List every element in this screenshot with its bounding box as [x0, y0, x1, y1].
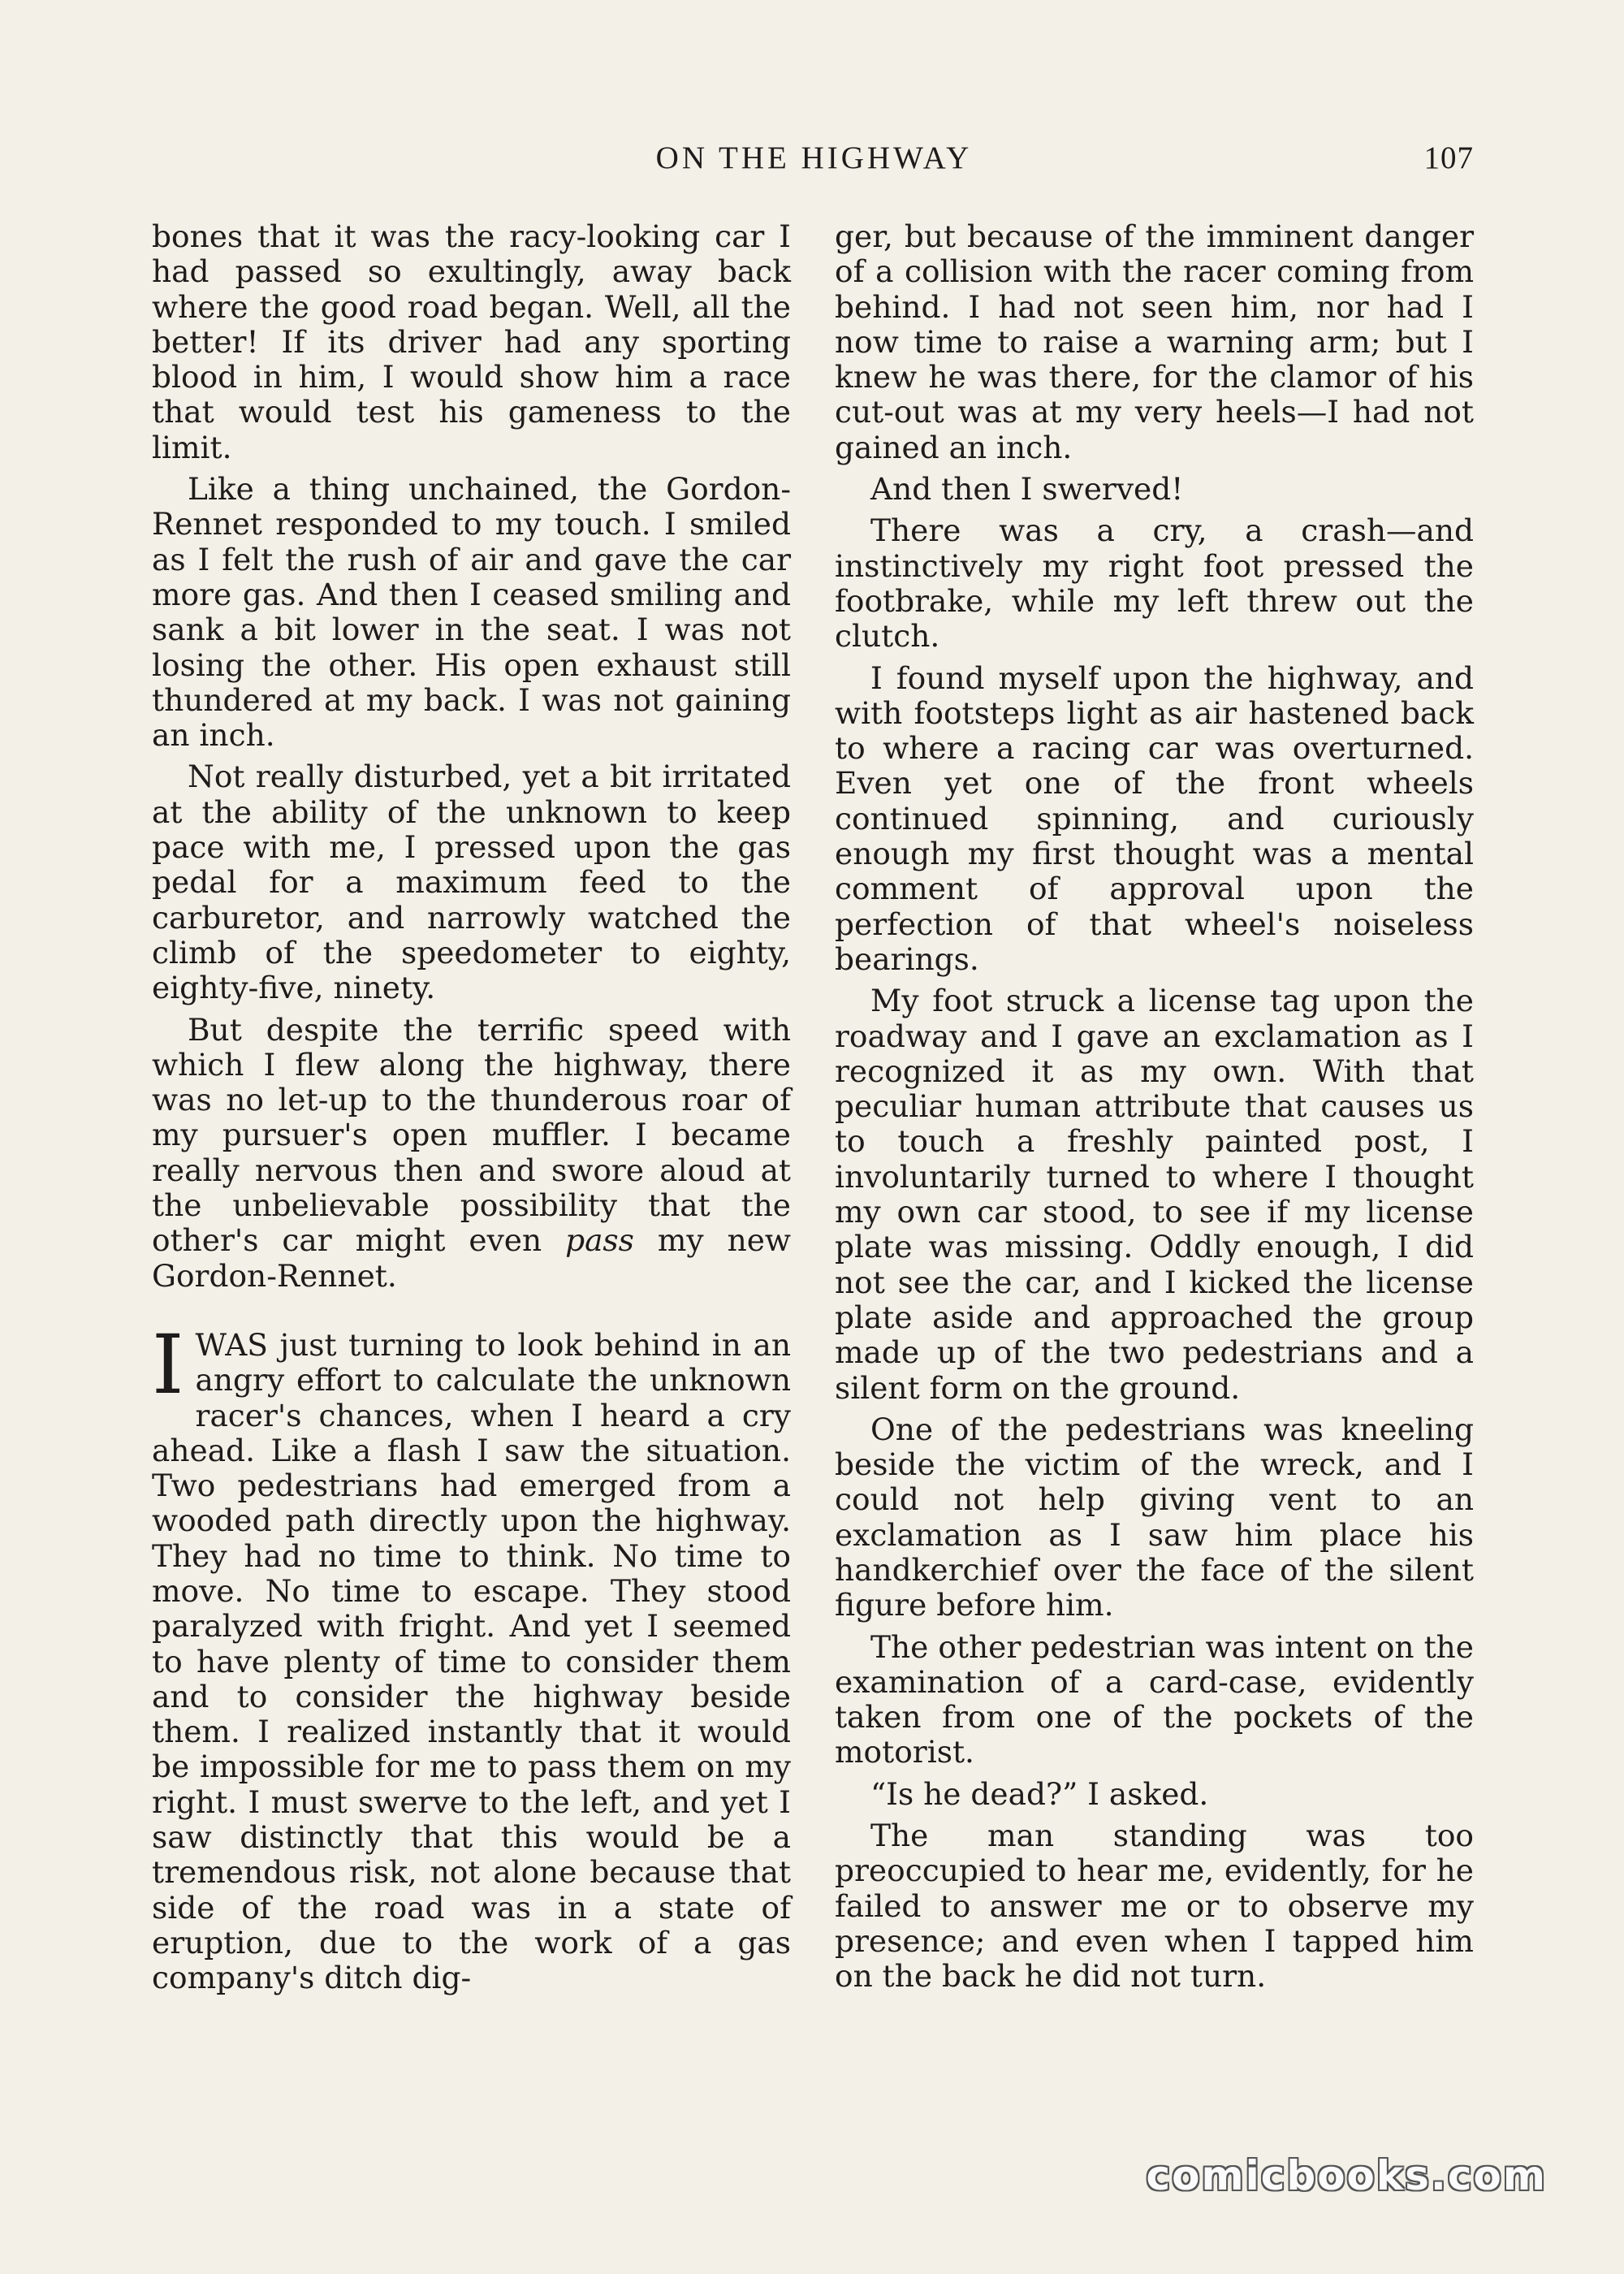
page-number: 107	[1423, 141, 1474, 175]
drop-cap: I	[152, 1316, 184, 1412]
paragraph: I found myself upon the highway, and with footsteps light as air hastened back to where a racing car was overturned. Even yet one of the front wheels continued spinning, and curiously enough my first thought was a mental comment of approval upon the perfection of that wheel's noiseless bearings.	[835, 659, 1474, 977]
emphasis-text: pass	[565, 1222, 634, 1259]
paragraph: There was a cry, a crash—and instinctively my right foot pressed the footbrake, while my left threw out the clutch.	[835, 512, 1474, 655]
section-paragraph	[152, 1316, 791, 1996]
watermark: comicbooks.com	[1146, 2152, 1547, 2199]
right-column	[835, 219, 1474, 2001]
paragraph: bones that it was the racy-looking car I had passed so exultingly, away back where the good road began. Well, all the better! If its driver had any sporting blood in him, I would show him a race that would test his gameness to the limit.	[152, 218, 791, 465]
paragraph: The man standing was too preoccupied to hear me, evidently, for he failed to answer me or to observe my presence; and even when I tapped him on the back he did not turn.	[835, 1818, 1474, 1995]
paragraph: “Is he dead?” I asked.	[870, 1775, 1209, 1812]
paragraph-text: But despite the terrific speed with which I flew along the highway, there was no let-up to the thunderous roar of my pursuer's open muffler. I became really nervous then and swore aloud at the unbelievable possibility that the other's car might even	[152, 1011, 791, 1259]
paragraph-text: my new Gordon-Rennet.	[152, 1222, 792, 1294]
running-head	[154, 140, 1474, 180]
paragraph: Not really disturbed, yet a bit irritated at the ability of the unknown to keep pace with me, I pressed upon the gas pedal for a maximum feed to the carburetor, and narrowly watched the climb of the speedometer to eighty, eighty-five, ninety.	[152, 759, 791, 1006]
paragraph	[152, 1013, 791, 1294]
paragraph: Like a thing unchained, the Gordon-Rennet responded to my touch. I smiled as I felt the rush of air and gave the car more gas. And then I ceased smiling and sank a bit lower in the seat. I was not losing the other. His open exhaust still thundered at my back. I was not gaining an inch.	[152, 471, 791, 754]
paragraph-text: WAS just turning to look behind in an angry effort to calculate the unknown racer's chances, when I heard a cry ahead. Like a flash I saw the situation. Two pedestrians had emerged from a wooded path directly upon the highway. They had no time to think. No time to move. No time to escape. They stood paralyzed with fright. And yet I seemed to have plenty of time to consider them and to consider the highway beside them. I realized instantly that it would be impossible for me to pass them on my right. I must swerve to the left, and yet I saw distinctly that this would be a tremendous risk, not alone because that side of the road was in a state of eruption, due to the work of a gas company's ditch dig-	[152, 1326, 791, 1996]
paragraph: ger, but because of the imminent danger of a collision with the racer coming from behind. I had not seen him, nor had I now time to raise a warning arm; but I knew he was there, for the clamor of his cut-out was at my very heels—I had not gained an inch.	[835, 218, 1474, 465]
paragraph: And then I swerved!	[870, 471, 1184, 508]
left-column	[152, 219, 791, 2003]
paragraph: The other pedestrian was intent on the examination of a card-case, evidently taken from one of the pockets of the motorist.	[835, 1628, 1474, 1770]
running-title: ON THE HIGHWAY	[655, 141, 973, 175]
paragraph: One of the pedestrians was kneeling beside the victim of the wreck, and I could not help giving vent to an exclamation as I saw him place his handkerchief over the face of the silent figure before him.	[835, 1411, 1474, 1623]
paragraph: My foot struck a license tag upon the roadway and I gave an exclamation as I recognized it as my own. With that peculiar human attribute that causes us to touch a freshly painted post, I involuntarily turned to where I thought my own car stood, to see if my license plate was missing. Oddly enough, I did not see the car, and I kicked the license plate aside and approached the group made up of the two pedestrians and a silent form on the ground.	[835, 983, 1474, 1406]
